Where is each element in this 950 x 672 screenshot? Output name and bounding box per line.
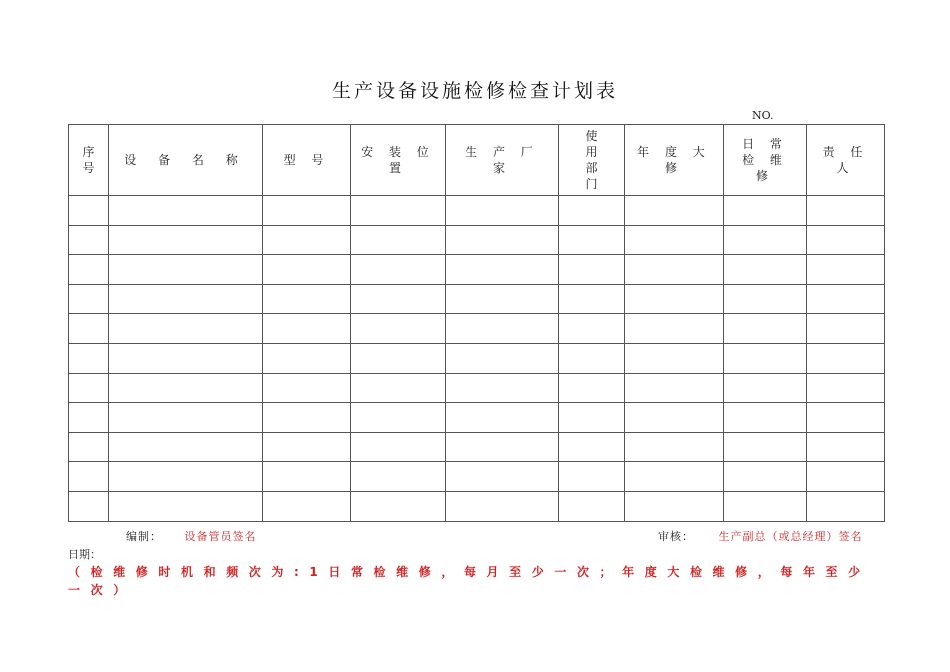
table-cell[interactable] bbox=[807, 196, 885, 226]
table-cell[interactable] bbox=[446, 403, 559, 433]
table-cell[interactable] bbox=[351, 491, 446, 521]
table-cell[interactable] bbox=[69, 403, 109, 433]
table-cell[interactable] bbox=[559, 314, 625, 344]
table-cell[interactable] bbox=[446, 343, 559, 373]
table-cell[interactable] bbox=[69, 196, 109, 226]
table-cell[interactable] bbox=[724, 373, 807, 403]
table-cell[interactable] bbox=[559, 255, 625, 285]
table-cell[interactable] bbox=[807, 403, 885, 433]
column-header-using-department: 使 用 部 门 bbox=[559, 125, 625, 196]
table-cell[interactable] bbox=[807, 284, 885, 314]
table-cell[interactable] bbox=[263, 314, 351, 344]
table-cell[interactable] bbox=[625, 284, 724, 314]
table-row bbox=[69, 432, 885, 462]
table-cell[interactable] bbox=[109, 462, 263, 492]
table-cell[interactable] bbox=[807, 255, 885, 285]
table-cell[interactable] bbox=[446, 314, 559, 344]
table-cell[interactable] bbox=[69, 314, 109, 344]
table-cell[interactable] bbox=[69, 432, 109, 462]
number-label: NO. bbox=[752, 109, 774, 122]
table-cell[interactable] bbox=[351, 343, 446, 373]
table-cell[interactable] bbox=[351, 373, 446, 403]
table-cell[interactable] bbox=[559, 284, 625, 314]
table-cell[interactable] bbox=[109, 225, 263, 255]
table-cell[interactable] bbox=[351, 462, 446, 492]
table-cell[interactable] bbox=[559, 462, 625, 492]
table-cell[interactable] bbox=[807, 432, 885, 462]
table-cell[interactable] bbox=[263, 432, 351, 462]
table-cell[interactable] bbox=[351, 284, 446, 314]
table-cell[interactable] bbox=[724, 403, 807, 433]
table-cell[interactable] bbox=[446, 462, 559, 492]
table-cell[interactable] bbox=[109, 343, 263, 373]
table-cell[interactable] bbox=[263, 225, 351, 255]
table-cell[interactable] bbox=[625, 432, 724, 462]
table-cell[interactable] bbox=[69, 491, 109, 521]
table-cell[interactable] bbox=[625, 343, 724, 373]
table-row bbox=[69, 343, 885, 373]
table-cell[interactable] bbox=[625, 403, 724, 433]
table-cell[interactable] bbox=[446, 255, 559, 285]
prepared-by bbox=[126, 528, 257, 544]
table-cell[interactable] bbox=[446, 225, 559, 255]
table-cell[interactable] bbox=[724, 255, 807, 285]
table-cell[interactable] bbox=[109, 403, 263, 433]
table-cell[interactable] bbox=[724, 462, 807, 492]
table-row bbox=[69, 255, 885, 285]
table-cell[interactable] bbox=[263, 255, 351, 285]
table-cell[interactable] bbox=[724, 343, 807, 373]
table-cell[interactable] bbox=[559, 343, 625, 373]
table-cell[interactable] bbox=[263, 403, 351, 433]
maintenance-frequency-note: （检维修时机和频次为:1日常检维修，每月至少一次；年度大检维修，每年至少一次） bbox=[68, 565, 871, 597]
table-cell[interactable] bbox=[559, 491, 625, 521]
document-title: 生产设备设施检修检查计划表 bbox=[331, 80, 618, 102]
table-cell[interactable] bbox=[69, 373, 109, 403]
table-cell[interactable] bbox=[109, 196, 263, 226]
reviewed-by bbox=[658, 528, 863, 544]
table-cell[interactable] bbox=[263, 284, 351, 314]
table-cell[interactable] bbox=[807, 225, 885, 255]
table-cell[interactable] bbox=[446, 196, 559, 226]
table-cell[interactable] bbox=[109, 284, 263, 314]
table-row bbox=[69, 491, 885, 521]
column-header-manufacturer: 生 产 厂 家 bbox=[446, 125, 559, 196]
table-cell[interactable] bbox=[69, 343, 109, 373]
table-cell[interactable] bbox=[446, 432, 559, 462]
column-header-annual-overhaul: 年 度 大 修 bbox=[625, 125, 724, 196]
table-cell[interactable] bbox=[625, 373, 724, 403]
table-cell[interactable] bbox=[724, 432, 807, 462]
table-cell[interactable] bbox=[625, 491, 724, 521]
table-cell[interactable] bbox=[351, 196, 446, 226]
table-cell[interactable] bbox=[724, 491, 807, 521]
table-cell[interactable] bbox=[69, 225, 109, 255]
column-header-responsible-person: 责 任 人 bbox=[807, 125, 885, 196]
table-cell[interactable] bbox=[625, 225, 724, 255]
table-cell[interactable] bbox=[263, 373, 351, 403]
column-header-equipment-name: 设 备 名 称 bbox=[109, 125, 263, 196]
column-header-model: 型 号 bbox=[263, 125, 351, 196]
table-cell[interactable] bbox=[559, 373, 625, 403]
table-cell[interactable] bbox=[446, 373, 559, 403]
table-header-row bbox=[69, 125, 885, 196]
table-row bbox=[69, 314, 885, 344]
table-cell[interactable] bbox=[109, 255, 263, 285]
table-cell[interactable] bbox=[351, 314, 446, 344]
table-cell[interactable] bbox=[351, 255, 446, 285]
table-row bbox=[69, 403, 885, 433]
table-cell[interactable] bbox=[109, 314, 263, 344]
table-cell[interactable] bbox=[807, 343, 885, 373]
table-cell[interactable] bbox=[724, 225, 807, 255]
inspection-plan-table bbox=[68, 124, 885, 522]
table-cell[interactable] bbox=[559, 403, 625, 433]
table-cell[interactable] bbox=[263, 196, 351, 226]
column-header-daily-maintenance: 日 常 检 维 修 bbox=[724, 125, 807, 196]
table-row bbox=[69, 225, 885, 255]
table-cell[interactable] bbox=[559, 196, 625, 226]
table-row bbox=[69, 196, 885, 226]
prepared-signature: 设备管员签名 bbox=[184, 530, 257, 543]
table-cell[interactable] bbox=[446, 284, 559, 314]
table-cell[interactable] bbox=[263, 491, 351, 521]
table-cell[interactable] bbox=[625, 314, 724, 344]
table-cell[interactable] bbox=[724, 284, 807, 314]
table-cell[interactable] bbox=[351, 432, 446, 462]
table-row bbox=[69, 284, 885, 314]
table-cell[interactable] bbox=[807, 491, 885, 521]
date-label: 日期： bbox=[68, 548, 101, 561]
table-cell[interactable] bbox=[625, 196, 724, 226]
table-cell[interactable] bbox=[69, 284, 109, 314]
table-cell[interactable] bbox=[724, 314, 807, 344]
column-header-install-location: 安 装 位 置 bbox=[351, 125, 446, 196]
table-cell[interactable] bbox=[559, 432, 625, 462]
table-cell[interactable] bbox=[109, 373, 263, 403]
table-cell[interactable] bbox=[263, 462, 351, 492]
table-cell[interactable] bbox=[625, 255, 724, 285]
review-label: 审核： bbox=[658, 530, 694, 543]
table-cell[interactable] bbox=[807, 314, 885, 344]
table-cell[interactable] bbox=[69, 462, 109, 492]
review-signature: 生产副总（或总经理）签名 bbox=[718, 530, 863, 543]
table-row bbox=[69, 462, 885, 492]
table-cell[interactable] bbox=[446, 491, 559, 521]
table-cell[interactable] bbox=[724, 196, 807, 226]
table-cell[interactable] bbox=[351, 225, 446, 255]
table-cell[interactable] bbox=[263, 343, 351, 373]
table-cell[interactable] bbox=[807, 462, 885, 492]
column-header-serial: 序 号 bbox=[69, 125, 109, 196]
table-cell[interactable] bbox=[625, 462, 724, 492]
prepared-label: 编制： bbox=[126, 530, 162, 543]
table-row bbox=[69, 373, 885, 403]
table-cell[interactable] bbox=[109, 432, 263, 462]
table-cell[interactable] bbox=[559, 225, 625, 255]
table-cell[interactable] bbox=[351, 403, 446, 433]
table-cell[interactable] bbox=[807, 373, 885, 403]
table-cell[interactable] bbox=[69, 255, 109, 285]
table-cell[interactable] bbox=[109, 491, 263, 521]
